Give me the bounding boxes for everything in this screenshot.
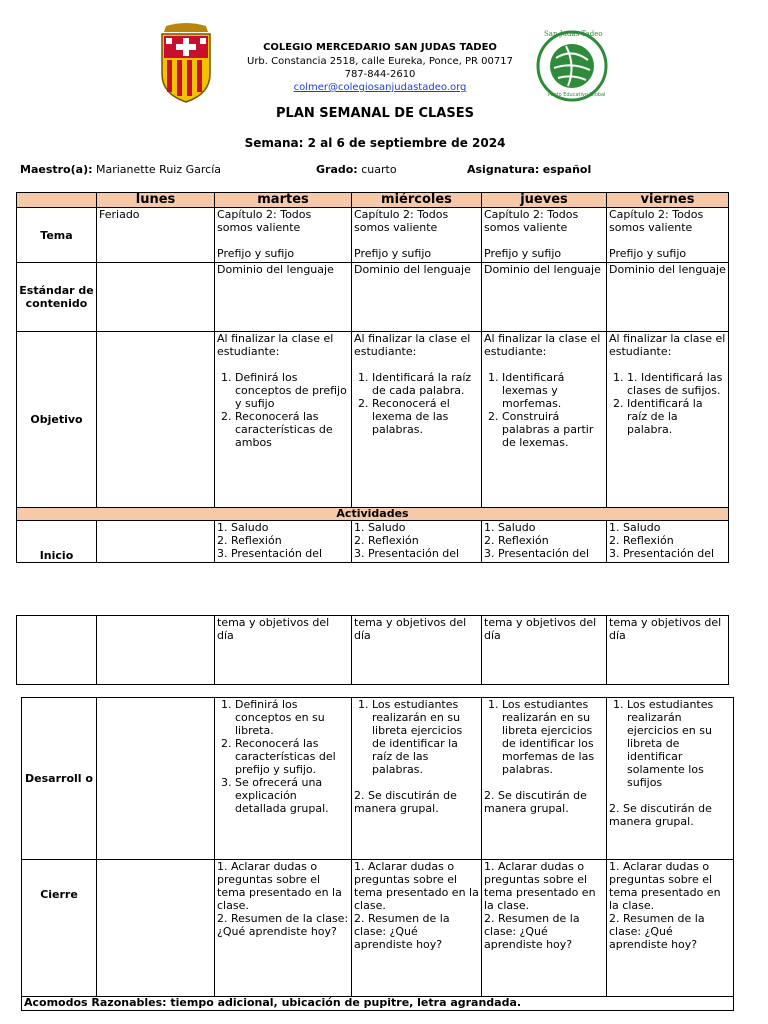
inicio-continuation-table bbox=[16, 615, 729, 685]
list-item: 2. Reconocerá las características de ambos bbox=[235, 410, 349, 449]
objetivo-jueves-list bbox=[484, 371, 604, 449]
estandar-jueves: Dominio del lenguaje bbox=[482, 263, 607, 332]
weekly-plan-table bbox=[16, 192, 729, 563]
objetivo-martes-list bbox=[217, 371, 349, 449]
desarrollo-viernes-extra: 2. Se discutirán de manera grupal. bbox=[609, 802, 712, 828]
desarrollo-martes bbox=[215, 698, 352, 860]
inicio-cont-jueves: tema y objetivos del día bbox=[482, 616, 607, 685]
list-item: 2. Construirá palabras a partir de lexemas. bbox=[502, 410, 604, 449]
list-item: 1. Definirá los conceptos de prefijo y sufijo bbox=[235, 371, 349, 410]
seal-text-top: San Judas Tadeo bbox=[544, 30, 603, 38]
desarrollo-martes-list bbox=[217, 698, 349, 815]
tema-viernes-topic: Prefijo y sufijo bbox=[609, 247, 687, 260]
objetivo-jueves bbox=[482, 332, 607, 508]
desarrollo-miercoles-list bbox=[354, 698, 479, 776]
row-label-desarrollo: Desarroll o bbox=[22, 698, 97, 860]
days-header-row bbox=[17, 193, 729, 208]
row-label-cierre: Cierre bbox=[22, 860, 97, 997]
school-phone: 787-844-2610 bbox=[344, 69, 416, 80]
subject-info bbox=[467, 163, 591, 176]
row-label-tema: Tema bbox=[17, 208, 97, 263]
list-item: 1. Identificará la raíz de cada palabra. bbox=[372, 371, 479, 397]
desarrollo-lunes bbox=[97, 698, 215, 860]
objetivo-miercoles bbox=[352, 332, 482, 508]
desarrollo-miercoles-extra: 2. Se discutirán de manera grupal. bbox=[354, 789, 457, 815]
teacher-info bbox=[20, 163, 221, 176]
inicio-cont-viernes: tema y objetivos del día bbox=[607, 616, 729, 685]
estandar-viernes: Dominio del lenguaje bbox=[607, 263, 729, 332]
desarrollo-row bbox=[22, 698, 734, 860]
seal-text-bottom: Pacto Educativo Global bbox=[548, 92, 606, 98]
cierre-miercoles: 1. Aclarar dudas o preguntas sobre el tema presentado en la clase. 2. Resumen de la clase: ¿Qué aprendiste hoy? bbox=[352, 860, 482, 997]
school-name: COLEGIO MERCEDARIO SAN JUDAS TADEO bbox=[263, 42, 497, 53]
school-email-link[interactable]: colmer@colegiosanjudastadeo.org bbox=[293, 82, 467, 93]
desarrollo-viernes bbox=[607, 698, 734, 860]
actividades-bar: Actividades bbox=[17, 508, 729, 521]
list-item: 1. Identificará lexemas y morfemas. bbox=[502, 371, 604, 410]
inicio-martes: 1. Saludo 2. Reflexión 3. Presentación del bbox=[215, 521, 352, 563]
inicio-cont-lunes bbox=[97, 616, 215, 685]
objetivo-martes-intro: Al finalizar la clase el estudiante: bbox=[217, 332, 334, 358]
objetivo-miercoles-list bbox=[354, 371, 479, 436]
row-label-inicio: Inicio bbox=[17, 521, 97, 563]
school-crest-logo bbox=[158, 22, 214, 104]
tema-martes bbox=[215, 208, 352, 263]
tema-lunes: Feriado bbox=[97, 208, 215, 263]
estandar-row bbox=[17, 263, 729, 332]
actividades-row bbox=[17, 508, 729, 521]
plan-title: PLAN SEMANAL DE CLASES bbox=[276, 106, 474, 121]
cierre-jueves: 1. Aclarar dudas o preguntas sobre el tema presentado en la clase. 2. Resumen de la clase: ¿Qué aprendiste hoy? bbox=[482, 860, 607, 997]
list-item: 2. Identificará la raíz de la palabra. bbox=[627, 397, 726, 436]
tema-martes-chapter: Capítulo 2: Todos somos valiente bbox=[217, 208, 312, 234]
cierre-viernes: 1. Aclarar dudas o preguntas sobre el tema presentado en la clase. 2. Resumen de la clase: ¿Qué aprendiste hoy? bbox=[607, 860, 734, 997]
grade-value: cuarto bbox=[361, 163, 397, 176]
inicio-lunes bbox=[97, 521, 215, 563]
list-item: 1. 1. Identificará las clases de sufijos. bbox=[627, 371, 726, 397]
tema-miercoles bbox=[352, 208, 482, 263]
acomodos-razonables: Acomodos Razonables: tiempo adicional, ubicación de pupitre, letra agrandada. bbox=[22, 997, 734, 1011]
desarrollo-miercoles bbox=[352, 698, 482, 860]
tema-row bbox=[17, 208, 729, 263]
day-header-lunes: lunes bbox=[97, 193, 215, 208]
tema-viernes bbox=[607, 208, 729, 263]
tema-miercoles-topic: Prefijo y sufijo bbox=[354, 247, 432, 260]
day-header-martes: martes bbox=[215, 193, 352, 208]
desarrollo-cierre-table bbox=[21, 697, 734, 1011]
inicio-viernes: 1. Saludo 2. Reflexión 3. Presentación del bbox=[607, 521, 729, 563]
grade-info bbox=[316, 163, 397, 176]
objetivo-lunes bbox=[97, 332, 215, 508]
desarrollo-jueves-extra: 2. Se discutirán de manera grupal. bbox=[484, 789, 587, 815]
day-header-viernes: viernes bbox=[607, 193, 729, 208]
objetivo-jueves-intro: Al finalizar la clase el estudiante: bbox=[484, 332, 601, 358]
desarrollo-jueves bbox=[482, 698, 607, 860]
tema-martes-topic: Prefijo y sufijo bbox=[217, 247, 295, 260]
cierre-row bbox=[22, 860, 734, 997]
tema-miercoles-chapter: Capítulo 2: Todos somos valiente bbox=[354, 208, 449, 234]
inicio-jueves: 1. Saludo 2. Reflexión 3. Presentación del bbox=[482, 521, 607, 563]
desarrollo-viernes-list bbox=[609, 698, 731, 789]
objetivo-miercoles-intro: Al finalizar la clase el estudiante: bbox=[354, 332, 471, 358]
estandar-martes: Dominio del lenguaje bbox=[215, 263, 352, 332]
teacher-name: Marianette Ruiz García bbox=[96, 163, 222, 176]
san-judas-tadeo-seal-logo bbox=[536, 28, 608, 104]
objetivo-viernes bbox=[607, 332, 729, 508]
day-header-miercoles: miércoles bbox=[352, 193, 482, 208]
list-item: 2. Reconocerá el lexema de las palabras. bbox=[372, 397, 479, 436]
inicio-cont-label bbox=[17, 616, 97, 685]
row-label-estandar: Estándar de contenido bbox=[17, 263, 97, 332]
estandar-miercoles: Dominio del lenguaje bbox=[352, 263, 482, 332]
subject-label: Asignatura: bbox=[467, 163, 540, 176]
list-item: 2. Reconocerá las características del prefijo y sufijo. bbox=[235, 737, 349, 776]
inicio-row bbox=[17, 521, 729, 563]
estandar-lunes bbox=[97, 263, 215, 332]
desarrollo-jueves-list bbox=[484, 698, 604, 776]
row-label-objetivo: Objetivo bbox=[17, 332, 97, 508]
objetivo-martes bbox=[215, 332, 352, 508]
day-header-jueves: jueves bbox=[482, 193, 607, 208]
inicio-cont-miercoles: tema y objetivos del día bbox=[352, 616, 482, 685]
list-item: 1. Definirá los conceptos en su libreta. bbox=[235, 698, 349, 737]
list-item: 1. Los estudiantes realizarán ejercicios en su libreta de identificar solamente los sufijos bbox=[627, 698, 731, 789]
cierre-lunes bbox=[97, 860, 215, 997]
week-label: Semana: 2 al 6 de septiembre de 2024 bbox=[244, 136, 506, 150]
tema-jueves bbox=[482, 208, 607, 263]
inicio-continuation-row bbox=[17, 616, 729, 685]
subject-value: español bbox=[542, 163, 592, 176]
objetivo-row bbox=[17, 332, 729, 508]
list-item: 1. Los estudiantes realizarán en su libreta ejercicios de identificar la raíz de las palabras. bbox=[372, 698, 479, 776]
grade-label: Grado: bbox=[316, 163, 358, 176]
objetivo-viernes-list bbox=[609, 371, 726, 436]
tema-jueves-chapter: Capítulo 2: Todos somos valiente bbox=[484, 208, 579, 234]
list-item: 3. Se ofrecerá una explicación detallada grupal. bbox=[235, 776, 349, 815]
teacher-label: Maestro(a): bbox=[20, 163, 93, 176]
tema-viernes-chapter: Capítulo 2: Todos somos valiente bbox=[609, 208, 704, 234]
tema-jueves-topic: Prefijo y sufijo bbox=[484, 247, 562, 260]
objetivo-viernes-intro: Al finalizar la clase el estudiante: bbox=[609, 332, 726, 358]
cierre-martes: 1. Aclarar dudas o preguntas sobre el tema presentado en la clase. 2. Resumen de la clase: ¿Qué aprendiste hoy? bbox=[215, 860, 352, 997]
acomodos-row bbox=[22, 997, 734, 1011]
inicio-cont-martes: tema y objetivos del día bbox=[215, 616, 352, 685]
corner-cell bbox=[17, 193, 97, 208]
school-address: Urb. Constancia 2518, calle Eureka, Ponce, PR 00717 bbox=[247, 56, 513, 67]
list-item: 1. Los estudiantes realizarán en su libreta ejercicios de identificar los morfemas de las palabras. bbox=[502, 698, 604, 776]
inicio-miercoles: 1. Saludo 2. Reflexión 3. Presentación del bbox=[352, 521, 482, 563]
